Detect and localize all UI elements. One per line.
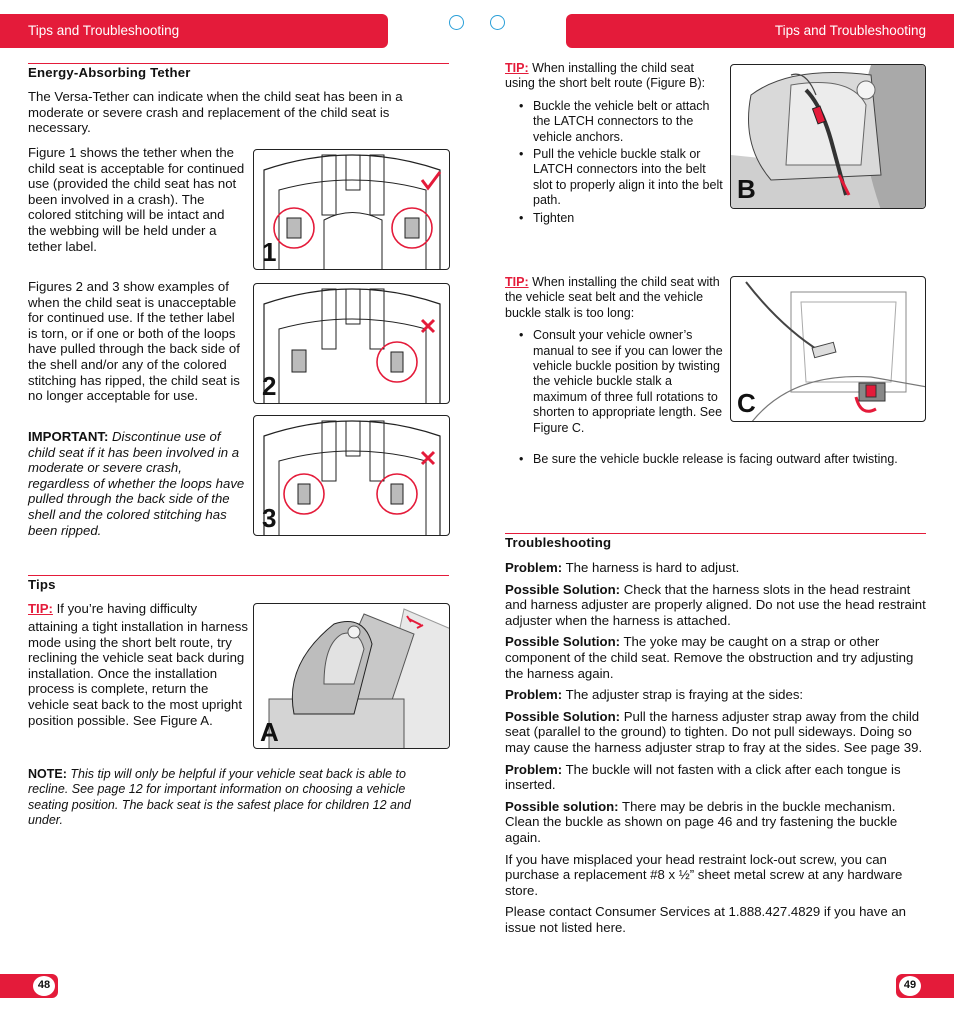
troubleshooting-heading: Troubleshooting <box>505 535 612 550</box>
tip-a-text: attaining a tight installation in harness mode using the short belt route, try reclining the vehicle seat back during installation. Once the installation process is complete, return the vehicle seat back to the most upright position possible. See Figure A. <box>28 619 248 728</box>
tips-heading: Tips <box>28 577 56 592</box>
tip-b-intro <box>505 61 723 92</box>
figure-a-label: A <box>260 717 279 747</box>
troubleshooting-item <box>505 904 927 935</box>
figure-c <box>730 276 926 422</box>
tip-b <box>505 61 723 228</box>
item-label: Possible Solution: <box>505 634 621 650</box>
important-text: Discontinue use of child seat if it has been involved in a moderate or severe crash, regardless of whether the loops have pulled through the back side of the shell and the colored stitching has been ripped. <box>28 429 245 538</box>
item-label: Possible solution: <box>505 798 619 814</box>
page-header-left: Tips and Troubleshooting <box>0 14 388 48</box>
tether-ok-illustration <box>254 150 450 270</box>
troubleshooting-item <box>505 582 927 629</box>
item-text: The yoke may be caught on a strap or other component of the child seat. Remove the obstruction and try adjusting the harness again. <box>505 634 914 681</box>
belt-route-illustration <box>731 65 926 209</box>
item-text: The harness is hard to adjust. <box>565 560 740 575</box>
buckle-stalk-illustration <box>731 277 926 422</box>
tip-a-first: If you’re having difficulty <box>56 601 198 616</box>
figure23-text: Figures 2 and 3 show examples of when the child seat is unacceptable for continued use. If the tether label is torn, or if one or both of the loops have pulled through the back side of the shell and/or any of the colored stitching has ripped, the child seat is no longer acceptable for use. <box>28 279 240 404</box>
figure-2-label: 2 <box>262 371 277 401</box>
figure-a <box>253 603 450 749</box>
item-label: Problem: <box>505 560 563 575</box>
registration-mark-icon <box>449 15 464 30</box>
figure-2 <box>253 283 450 404</box>
tip-a-first-line <box>28 601 246 617</box>
tip-c-list <box>505 328 723 436</box>
item-label: Possible Solution: <box>505 581 621 597</box>
list-item: • Buckle the vehicle belt or attach the LATCH connectors to the vehicle anchors. <box>505 99 723 145</box>
figure-c-label: C <box>737 388 756 418</box>
important-label: IMPORTANT: <box>28 429 109 444</box>
tip-c-intro <box>505 275 723 321</box>
tether-heading: Energy-Absorbing Tether <box>28 65 191 80</box>
item-label: Problem: <box>505 687 563 703</box>
troubleshooting-item <box>505 709 927 756</box>
list-item: • Be sure the vehicle buckle release is facing outward after twisting. <box>505 452 935 467</box>
troubleshooting-item <box>505 852 927 899</box>
item-text: Check that the harness slots in the head restraint and harness adjuster are properly aligned. Do not use the head restraint adjuster when the harness is attached. <box>505 581 926 628</box>
tip-label: TIP: <box>505 61 529 75</box>
list-item: • Pull the vehicle buckle stalk or LATCH connectors into the belt slot to properly align it into the belt path. <box>505 147 723 209</box>
important-note <box>28 429 246 538</box>
tip-b-text: When installing the child seat using the short belt route (Figure B): <box>505 61 706 91</box>
item-text: There may be debris in the buckle mechanism. Clean the buckle as shown on page 46 and try fastening the buckle again. <box>505 798 898 845</box>
registration-mark-icon <box>490 15 505 30</box>
figure-1-label: 1 <box>262 237 277 267</box>
figure-3-label: 3 <box>262 503 277 533</box>
tip-label: TIP: <box>505 275 529 289</box>
section-rule <box>28 63 449 64</box>
item-text: The adjuster strap is fraying at the sides: <box>565 687 804 703</box>
tether-intro: The Versa-Tether can indicate when the child seat has been in a moderate or severe crash and replacement of the child seat is necessary. <box>28 89 403 136</box>
page-number-left: 48 <box>32 975 56 997</box>
list-item: • Consult your vehicle owner’s manual to see if you can lower the vehicle buckle position by twisting the vehicle buckle stalk a maximum of three full rotations to shorten to appropriate length. See Figure C. <box>505 328 723 436</box>
list-item: • Tighten <box>505 211 723 226</box>
item-label: Problem: <box>505 761 563 777</box>
figure-b <box>730 64 926 209</box>
tip-b-list <box>505 99 723 226</box>
page-number-right: 49 <box>898 975 922 997</box>
figure-1 <box>253 149 450 270</box>
figure1-text: Figure 1 shows the tether when the child seat is acceptable for continued use (provided the child seat has not been involved in a crash). The colored stitching will be intact and the webbing will be held under a tether label. <box>28 145 245 254</box>
troubleshooting-list <box>505 560 927 941</box>
reclined-seat-illustration <box>254 604 450 749</box>
page-header-right: Tips and Troubleshooting <box>566 14 954 48</box>
section-rule <box>505 533 926 534</box>
item-text: Pull the harness adjuster strap away from the child seat (parallel to the ground) to tighten. Do not pull sideways. Doing so may cause the harness adjuster strap to fray at the sides. See page 39. <box>505 708 923 755</box>
troubleshooting-item <box>505 799 927 846</box>
section-rule <box>28 575 449 576</box>
tether-unacceptable-illustration <box>254 416 450 536</box>
tether-unacceptable-illustration <box>254 284 450 404</box>
troubleshooting-item <box>505 560 927 576</box>
troubleshooting-item <box>505 687 927 703</box>
troubleshooting-item <box>505 634 927 681</box>
item-label: Possible Solution: <box>505 708 621 724</box>
tip-c-list-continued <box>505 452 935 469</box>
figure-b-label: B <box>737 174 756 204</box>
figure-3 <box>253 415 450 536</box>
tip-c <box>505 275 723 438</box>
item-text: Please contact Consumer Services at 1.888.427.4829 if you have an issue not listed here. <box>505 904 907 935</box>
troubleshooting-item <box>505 762 927 793</box>
note-text: This tip will only be helpful if your vehicle seat back is able to recline. See page 12 for important information on choosing a vehicle seating position. The back seat is the safest place for children 12 and under. <box>28 767 411 828</box>
note <box>28 767 443 829</box>
tip-c-text: When installing the child seat with the vehicle seat belt and the vehicle buckle stalk is too long: <box>505 275 720 320</box>
item-text: If you have misplaced your head restraint lock-out screw, you can purchase a replacement #8 x ½” sheet metal screw at any hardware store. <box>505 851 903 898</box>
tip-label: TIP: <box>28 601 53 616</box>
item-text: The buckle will not fasten with a click after each tongue is inserted. <box>505 761 901 793</box>
note-label: NOTE: <box>28 767 67 781</box>
